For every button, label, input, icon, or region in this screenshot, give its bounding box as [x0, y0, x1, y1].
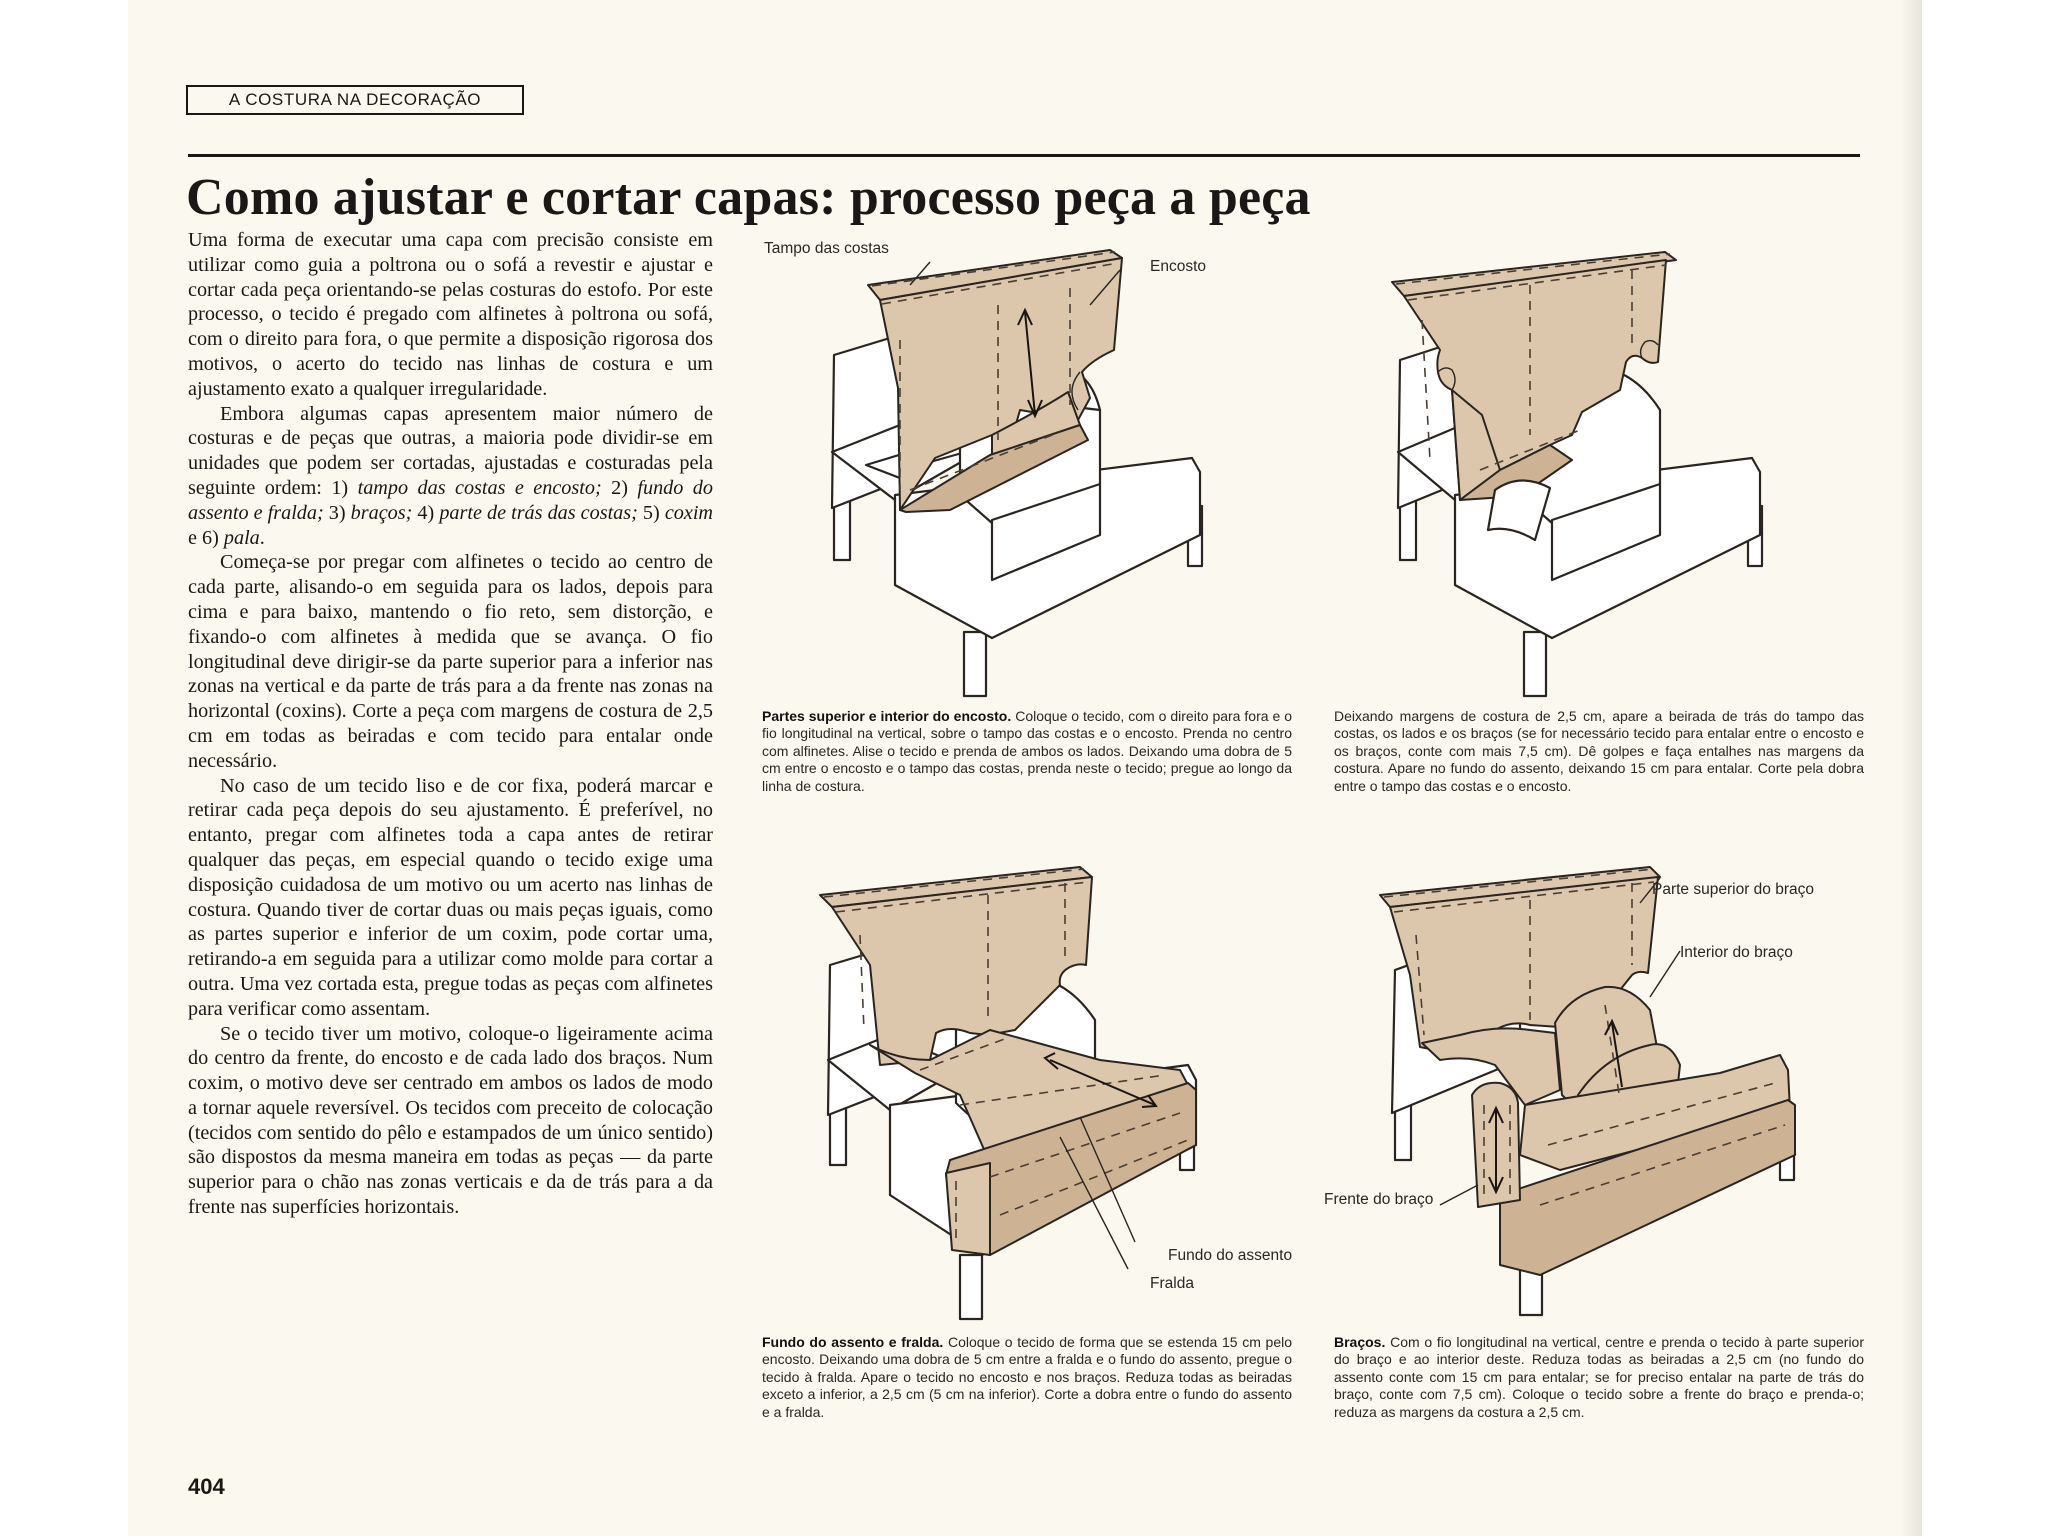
label-fundo-do-assento: Fundo do assento [1168, 1247, 1293, 1264]
order-num-2: 2) [611, 476, 628, 499]
paragraph-2 [188, 402, 713, 551]
order-num-3: 3) [328, 501, 346, 524]
fig4-caption-title: Braços. [1334, 1334, 1386, 1350]
page-title: Como ajustar e cortar capas: processo peça a peça [186, 169, 1311, 226]
page-gutter-shadow [1900, 0, 1922, 1536]
order-item-2: fundo do assento e fralda; [188, 476, 713, 524]
label-fralda: Fralda [1150, 1275, 1194, 1292]
order-item-3: braços; [350, 501, 413, 524]
section-header-box: A COSTURA NA DECORAÇÃO [186, 85, 524, 115]
page-number: 404 [188, 1474, 225, 1499]
paragraph-1: Uma forma de executar uma capa com precisão consiste em utilizar como guia a poltrona ou o sofá a revestir e ajustar e cortar cada peça orientando-se pelas costuras do estofo. Por este processo, o tecido é pregado com alfinetes à poltrona ou sofá, com o direito para fora, o que permite a disposição rigorosa dos motivos, o acerto do tecido nas linhas de costura e um ajustamento exato a qualquer irregularidade. [188, 229, 713, 400]
figure-2-caption: Deixando margens de costura de 2,5 cm, apare a beirada de trás do tampo das costas, os lados e os braços (se for necessário tecido para entalar entre o encosto e os braços, conte com mais 7,5 cm). Dê golpes e faça entalhes nas margens da costura. Apare no fundo do assento, deixando 15 cm para entalar. Corte pela dobra entre o tampo das costas e o encosto. [1334, 708, 1864, 794]
paragraph-3: Começa-se por pregar com alfinetes o tecido ao centro de cada parte, alisando-o em seguida para os lados, depois para cima e para baixo, mantendo o fio reto, sem distorção, e fixando-o com alfinetes à medida que se avança. O fio longitudinal deve dirigir-se da parte superior para a inferior nas zonas na vertical e da parte de trás para a da frente nas zonas na horizontal (coxins). Corte a peça com margens de costura de 2,5 cm em todas as beiradas e com tecido para entalar onde necessário. [188, 551, 713, 772]
paragraph-4: No caso de um tecido liso e de cor fixa, poderá marcar e retirar cada peça depois do seu ajustamento. É preferível, no entanto, pregar com alfinetes toda a capa antes de retirar qualquer das peças, em especial quando o tecido exige uma disposição cuidadosa de um motivo ou um acerto nas linhas de costura. Quando tiver de cortar duas ou mais peças iguais, como as partes superior e inferior de um coxim, pode cortar uma, retirando-a em seguida para a utilizar como molde para cortar a outra. Uma vez cortada esta, pregue todas as peças com alfinetes para verificar como assentam. [188, 774, 713, 1020]
order-num-6: e 6) [188, 526, 219, 549]
p2-intro: Embora algumas capas apresentem maior número de costuras e de peças que outras, a maioria pode dividir-se em unidades que podem ser cortadas, ajustadas e costuradas pela seguinte ordem: 1) [188, 402, 713, 499]
label-interior-do-braco: Interior do braço [1680, 944, 1793, 961]
fig1-caption-title: Partes superior e interior do encosto. [762, 708, 1012, 724]
label-tampo-das-costas: Tampo das costas [764, 240, 889, 257]
label-parte-superior-do-braco: Parte superior do braço [1652, 881, 1814, 898]
order-num-5: 5) [642, 501, 660, 524]
label-encosto: Encosto [1150, 258, 1207, 275]
fig3-caption-title: Fundo do assento e fralda. [762, 1334, 944, 1350]
fig4-caption-text: Com o fio longitudinal na vertical, centre e prenda o tecido à parte superior do braço e ao interior deste. Reduza todas as beiradas a 2,5 cm (no fundo do assento conte com 15 cm para entalar; se for preciso entalar na parte de trás do braço, conte com 7,5 cm). Coloque o tecido sobre a frente do braço e prenda-o; reduza as margens da costura a 2,5 cm. [1334, 1334, 1865, 1420]
fig3-caption-text: Coloque o tecido de forma que se estenda 15 cm pelo encosto. Deixando uma dobra de 5 cm entre a fralda e o fundo do assento, pregue o tecido à fralda. Apare o tecido no encosto e nos braços. Reduza todas as beiradas exceto a inferior, a 2,5 cm (5 cm na inferior). Corte a dobra entre o fundo do assento e a fralda. [762, 1334, 1293, 1420]
figure-4-illustration [1320, 855, 1865, 1325]
article-body [188, 228, 713, 1220]
figure-1-caption [762, 708, 1292, 795]
order-item-5: coxim [664, 501, 714, 524]
fig1-caption-text: Coloque o tecido, com o direito para fora e o fio longitudinal na vertical, sobre o tampo das costas e o encosto. Prenda no centro com alfinetes. Alise o tecido e prenda de ambos os lados. Deixando uma dobra de 5 cm entre o encosto e o tampo das costas, prenda neste o tecido; pregue ao longo da linha de costura. [762, 708, 1293, 794]
order-item-1: tampo das costas e encosto; [357, 476, 602, 499]
header-rule [188, 154, 1860, 157]
figure-4-caption [1334, 1334, 1864, 1421]
figure-3-caption [762, 1334, 1292, 1421]
p2-end: . [259, 526, 265, 549]
paragraph-5: Se o tecido tiver um motivo, coloque-o ligeiramente acima do centro da frente, do encosto e de cada lado dos braços. Num coxim, o motivo deve ser centrado em ambos os lados de modo a tornar aquele reversível. Os tecidos com preceito de colocação (tecidos com sentido do pêlo e estampados de um único sentido) são dispostos da mesma maneira em todas as peças — da parte superior para o chão nas zonas verticais e da de trás para a da frente nas superfícies horizontais. [188, 1022, 713, 1219]
order-item-4: parte de trás das costas; [439, 501, 638, 524]
figure-3-illustration [760, 855, 1320, 1325]
label-frente-do-braco: Frente do braço [1324, 1191, 1434, 1208]
figure-1-illustration [760, 240, 1300, 700]
figure-2-illustration [1320, 240, 1860, 700]
order-item-6: pala [223, 526, 260, 549]
order-num-4: 4) [417, 501, 435, 524]
